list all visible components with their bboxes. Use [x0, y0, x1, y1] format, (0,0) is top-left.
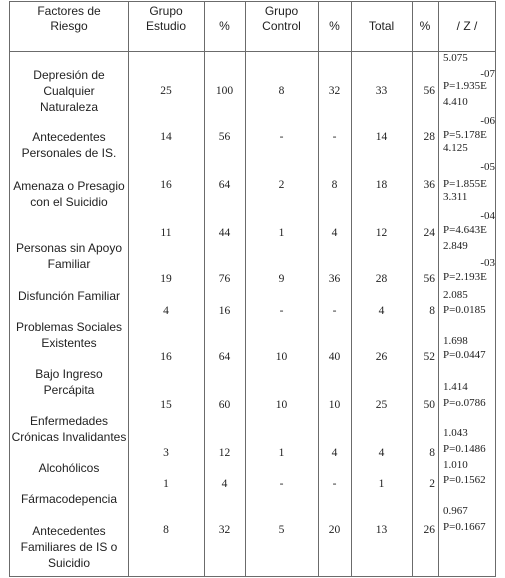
z-value: 2.085	[443, 289, 468, 301]
table-cell-total: 26	[375, 351, 388, 363]
table-cell-total: 4	[378, 305, 385, 317]
table-cell-pct2: 32	[328, 85, 341, 97]
z-value: 1.414	[443, 381, 468, 393]
z-value: 5.075	[443, 52, 468, 64]
table-cell-control: 5	[278, 524, 285, 536]
header-factor: Factores de Riesgo	[37, 4, 101, 33]
table-cell-study: 4	[163, 305, 169, 317]
p-value: P=0.0447	[443, 349, 486, 361]
table-cell-pct3: 56	[423, 85, 435, 97]
p-exponent: -07	[480, 68, 495, 80]
table-cell-pct3: 56	[423, 273, 435, 285]
factor-label: Problemas Sociales Existentes	[15, 320, 123, 350]
header-study-group: Grupo Estudio	[145, 4, 187, 33]
factor-label: Bajo Ingreso Percápita	[35, 367, 103, 397]
table-cell-pct1: 56	[218, 131, 231, 143]
table-cell-pct1: 32	[218, 524, 231, 536]
p-value: P=4.643E	[443, 224, 487, 236]
table-cell-control: -	[279, 478, 284, 490]
table-cell-control: 1	[278, 227, 285, 239]
p-value: P=5.178E	[443, 129, 487, 141]
table-cell-pct3: 24	[423, 227, 435, 239]
p-exponent: -05	[480, 161, 495, 173]
table-cell-study: 15	[160, 399, 172, 411]
factor-label: Antecedentes Familiares de IS o Suicidio	[20, 524, 118, 570]
table-cell-total: 4	[378, 447, 385, 459]
table-cell-pct2: 36	[328, 273, 341, 285]
table-cell-pct3: 26	[423, 524, 435, 536]
header-percent-total: %	[419, 19, 431, 33]
factor-label: Enfermedades Crónicas Invalidantes	[11, 414, 127, 444]
table-cell-control: 10	[275, 399, 288, 411]
z-value: 3.311	[443, 191, 468, 203]
p-value: P=0.1562	[443, 474, 486, 486]
table-cell-pct1: 44	[218, 227, 231, 239]
p-exponent: -06	[480, 115, 495, 127]
table-cell-study: 3	[163, 447, 169, 459]
p-value: P=0.1667	[443, 521, 486, 533]
factor-label: Antecedentes Personales de IS.	[21, 130, 117, 160]
table-cell-pct2: -	[332, 305, 337, 317]
header-z: / Z /	[456, 19, 478, 33]
z-value: 4.410	[443, 96, 468, 108]
table-cell-pct3: 28	[423, 131, 435, 143]
table-cell-total: 25	[375, 399, 388, 411]
table-cell-study: 14	[160, 131, 172, 143]
header-total: Total	[368, 19, 395, 33]
column-divider	[438, 1, 439, 577]
z-value: 1.010	[443, 459, 468, 471]
table-cell-study: 16	[160, 179, 172, 191]
table-cell-pct3: 2	[429, 478, 435, 490]
table-cell-pct2: 20	[328, 524, 341, 536]
table-cell-study: 11	[160, 227, 172, 239]
factor-label: Alcohólicos	[38, 461, 100, 475]
p-value: P=0.0185	[443, 304, 486, 316]
table-cell-control: 10	[275, 351, 288, 363]
header-control-group: Grupo Control	[262, 4, 301, 33]
z-value: 1.698	[443, 335, 468, 347]
table-cell-total: 33	[375, 85, 388, 97]
z-value: 4.125	[443, 142, 468, 154]
table-cell-pct3: 52	[423, 351, 435, 363]
p-exponent: -04	[480, 210, 495, 222]
p-value: P=0.1486	[443, 443, 486, 455]
table-cell-pct2: 4	[331, 447, 338, 459]
table-cell-pct1: 76	[218, 273, 231, 285]
factor-label: Depresión de Cualquier Naturaleza	[33, 68, 105, 114]
table-cell-pct1: 16	[218, 305, 231, 317]
table-cell-pct2: 10	[328, 399, 341, 411]
p-value: P=o.0786	[443, 397, 486, 409]
table-cell-pct1: 60	[218, 399, 231, 411]
table-cell-total: 12	[375, 227, 388, 239]
table-cell-pct3: 8	[429, 447, 435, 459]
table-cell-pct2: 8	[331, 179, 338, 191]
table-cell-total: 28	[375, 273, 388, 285]
table-cell-pct1: 12	[218, 447, 231, 459]
p-value: P=1.935E	[443, 80, 487, 92]
factor-label: Amenaza o Presagio con el Suicidio	[13, 179, 125, 209]
p-exponent: -03	[480, 257, 495, 269]
table-cell-study: 19	[160, 273, 172, 285]
table-cell-total: 14	[375, 131, 388, 143]
table-cell-control: -	[279, 131, 284, 143]
table-cell-pct2: 40	[328, 351, 341, 363]
table-cell-control: 8	[278, 85, 285, 97]
table-cell-pct1: 100	[215, 85, 234, 97]
table-cell-study: 16	[160, 351, 172, 363]
table-cell-pct2: -	[332, 131, 337, 143]
table-cell-control: 1	[278, 447, 285, 459]
factor-label: Fármacodepencia	[20, 492, 118, 506]
table-cell-study: 1	[163, 478, 169, 490]
table-cell-pct3: 36	[423, 179, 435, 191]
table-cell-pct1: 4	[221, 478, 228, 490]
table-cell-pct3: 50	[423, 399, 435, 411]
z-value: 0.967	[443, 505, 468, 517]
factor-label: Personas sin Apoyo Familiar	[15, 241, 123, 271]
table-cell-pct2: -	[332, 478, 337, 490]
table-cell-study: 25	[160, 85, 172, 97]
table-cell-control: 9	[278, 273, 285, 285]
header-percent-study: %	[219, 19, 230, 33]
table-cell-control: -	[279, 305, 284, 317]
table-cell-pct1: 64	[218, 179, 231, 191]
factor-label: Disfunción Familiar	[17, 289, 121, 303]
header-percent-control: %	[329, 19, 340, 33]
z-value: 2.849	[443, 240, 468, 252]
table-cell-pct3: 8	[429, 305, 435, 317]
header-divider	[9, 51, 496, 52]
table-cell-study: 8	[163, 524, 169, 536]
table-cell-pct2: 4	[331, 227, 338, 239]
z-value: 1.043	[443, 427, 468, 439]
p-value: P=1.855E	[443, 178, 487, 190]
table-cell-total: 18	[375, 179, 388, 191]
table-cell-pct1: 64	[218, 351, 231, 363]
table-cell-total: 1	[378, 478, 385, 490]
p-value: P=2.193E	[443, 271, 487, 283]
table-cell-control: 2	[278, 179, 285, 191]
table-cell-total: 13	[375, 524, 388, 536]
